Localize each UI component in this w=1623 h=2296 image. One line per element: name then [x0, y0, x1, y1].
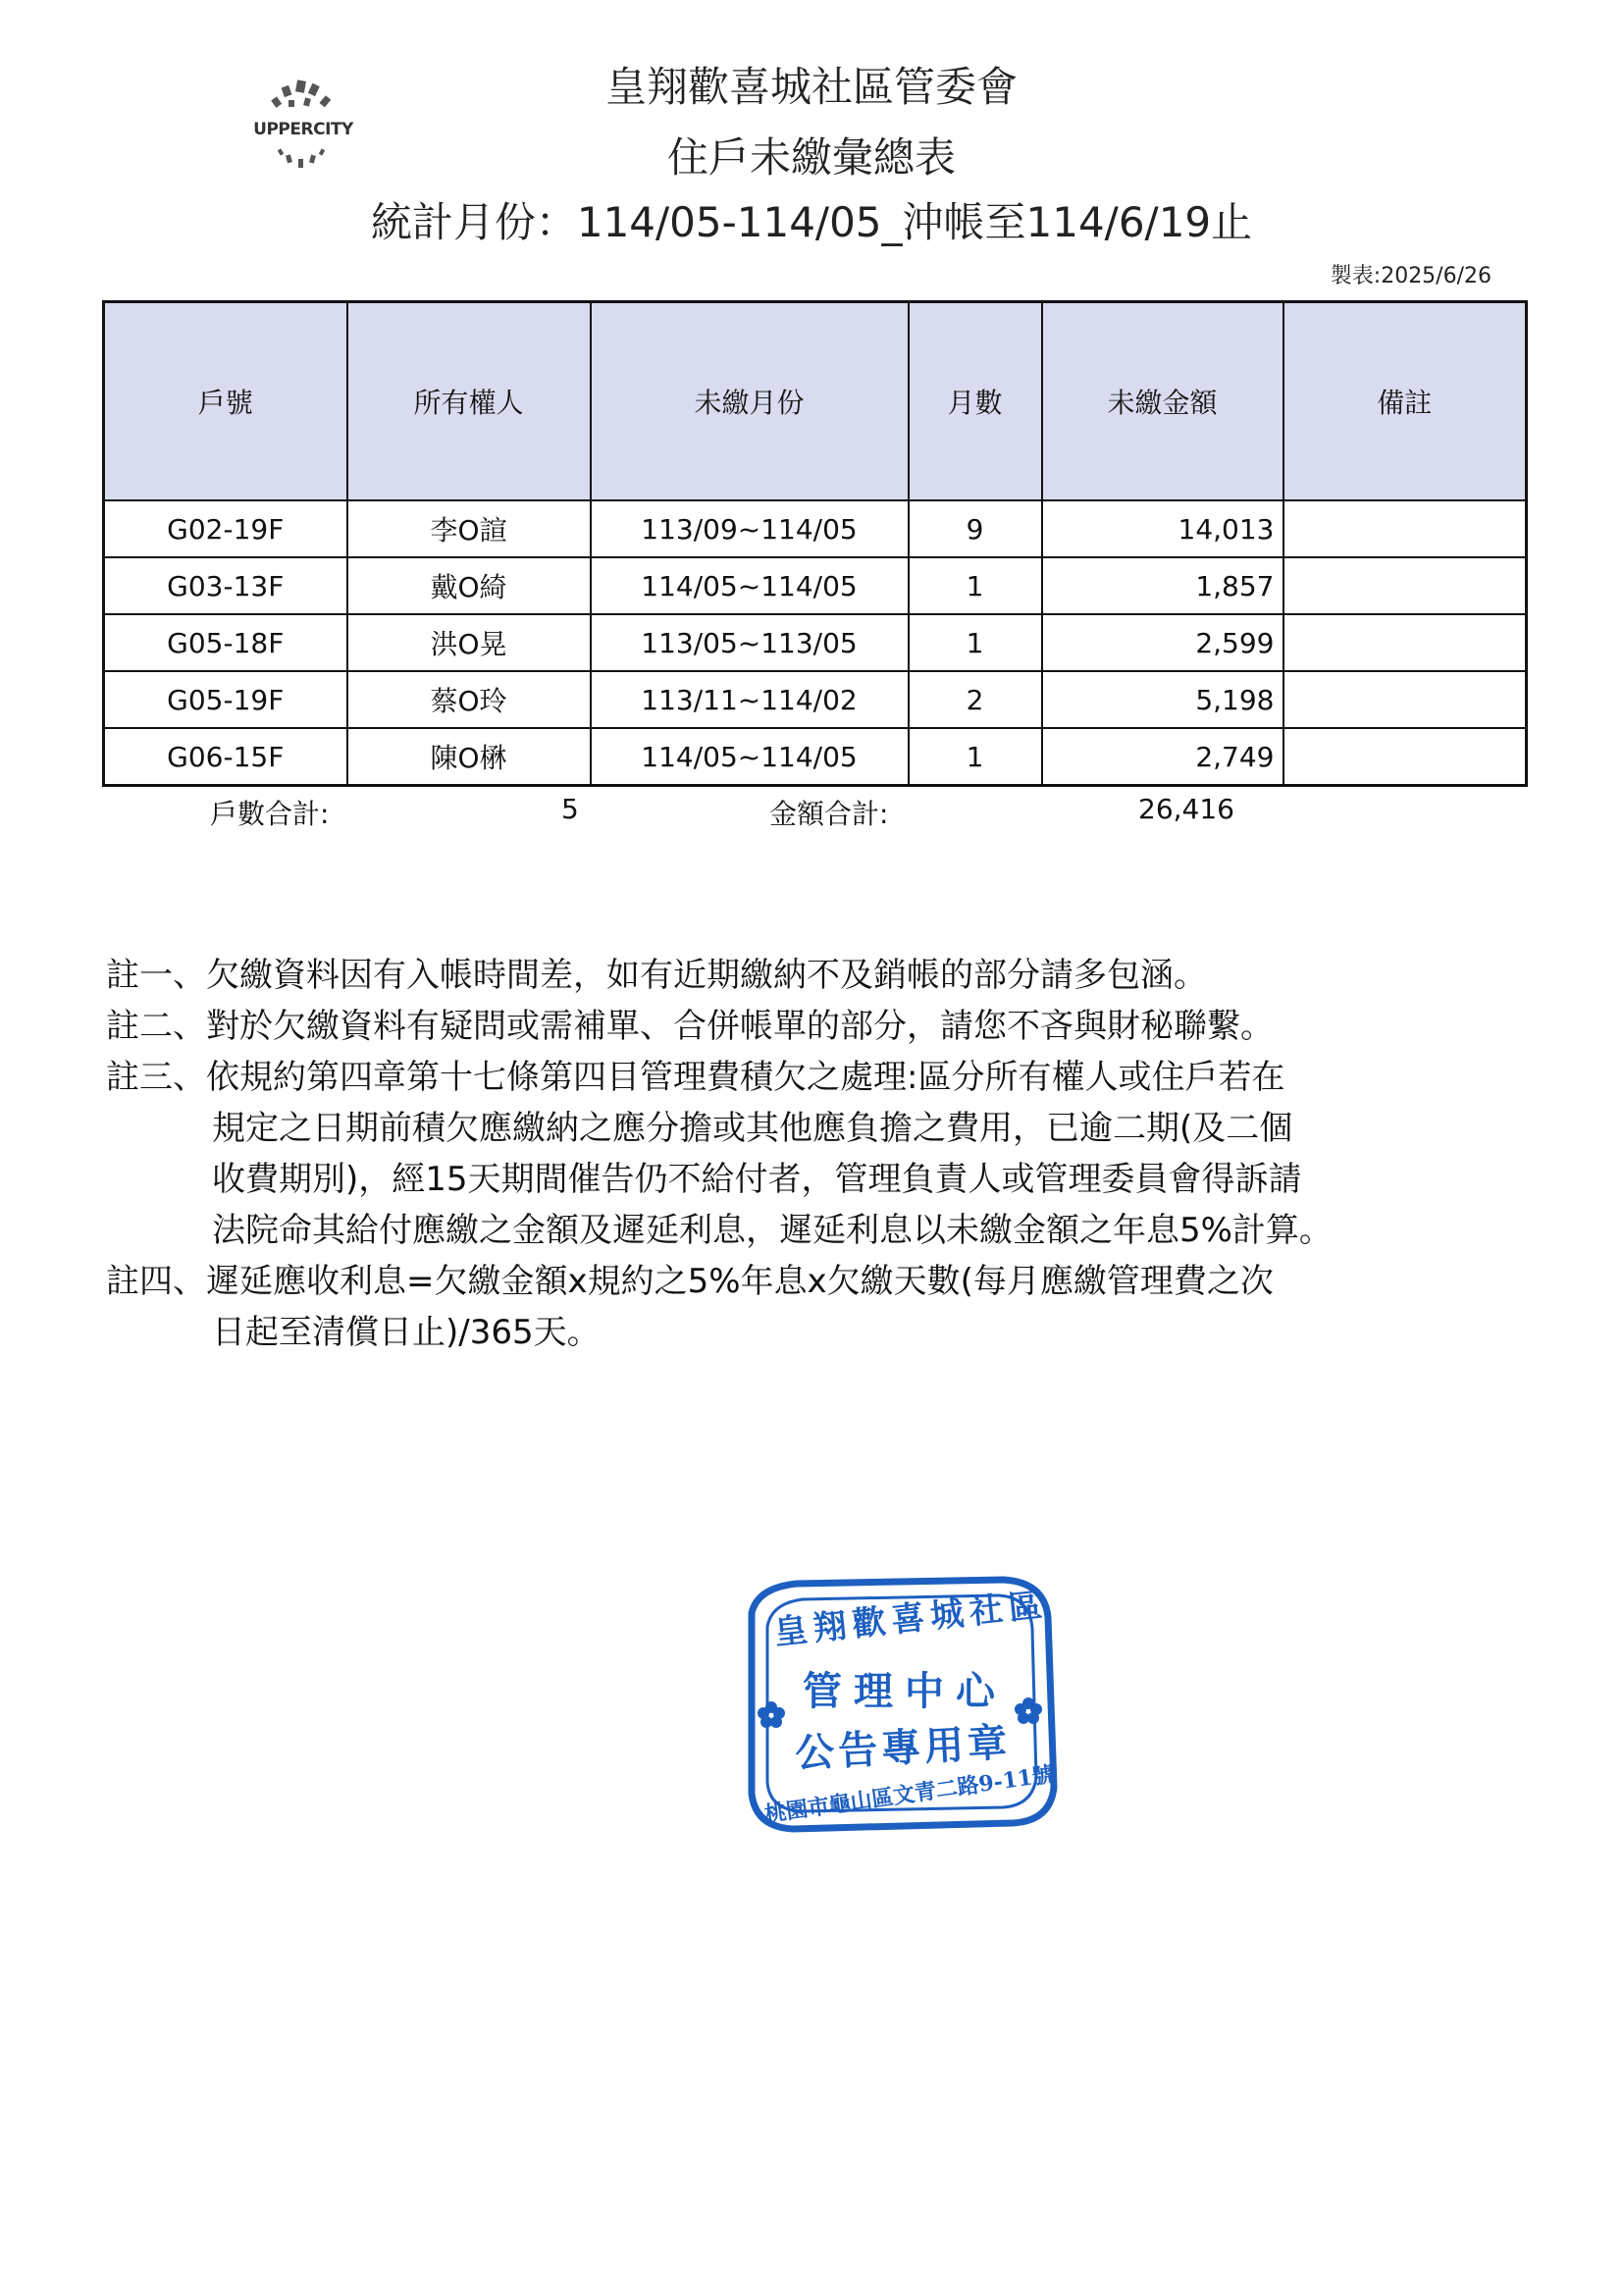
table-row [104, 500, 1527, 557]
amount-total-value: 26,416 [1138, 793, 1234, 825]
stamp-line-4: 桃園市龜山區文青二路9-11號 [762, 1761, 1056, 1828]
cell-owner: 洪O晃 [347, 614, 591, 671]
cell-amount: 1,857 [1042, 557, 1283, 614]
stamp-line-1: 皇翔歡喜城社區 [772, 1585, 1050, 1653]
cell-period: 113/11~114/02 [591, 671, 909, 728]
note-1: 註一、欠繳資料因有入帳時間差，如有近期繳納不及銷帳的部分請多包涵。 [106, 956, 1207, 995]
note-4-line-2: 日起至清償日止)/365天。 [212, 1313, 601, 1352]
page-title: 皇翔歡喜城社區管委會 [604, 63, 1018, 111]
households-total-value: 5 [561, 793, 579, 825]
households-total-label: 戶數合計: [210, 798, 330, 830]
stamp-line-2: 管理中心 [803, 1668, 1007, 1714]
header-unit: 戶號 [104, 302, 347, 501]
cell-months: 9 [909, 500, 1042, 557]
official-stamp [738, 1570, 1062, 1835]
cell-period: 114/05~114/05 [591, 557, 909, 614]
note-3-line-2: 規定之日期前積欠應繳納之應分擔或其他應負擔之費用，已逾二期(及二個 [212, 1109, 1293, 1148]
header-amount: 未繳金額 [1042, 302, 1283, 501]
cell-owner: 戴O綺 [347, 557, 591, 614]
header-note: 備註 [1283, 302, 1527, 501]
cell-note [1283, 614, 1527, 671]
cell-note [1283, 500, 1527, 557]
cell-months: 2 [909, 671, 1042, 728]
header-owner: 所有權人 [347, 302, 591, 501]
logo-text: UPPERCITY [253, 120, 353, 139]
cell-amount: 2,749 [1042, 728, 1283, 786]
note-3-line-3: 收費期別)，經15天期間催告仍不給付者，管理負責人或管理委員會得訴請 [212, 1160, 1302, 1199]
cell-unit: G05-18F [104, 614, 347, 671]
cell-period: 113/09~114/05 [591, 500, 909, 557]
header-period: 未繳月份 [591, 302, 909, 501]
cell-owner: 陳O楙 [347, 728, 591, 786]
notes-section [106, 950, 1539, 1358]
table-row [104, 614, 1527, 671]
cell-unit: G06-15F [104, 728, 347, 786]
cell-months: 1 [909, 557, 1042, 614]
cell-amount: 5,198 [1042, 671, 1283, 728]
cell-unit: G05-19F [104, 671, 347, 728]
note-3-line-1: 註三、依規約第四章第十七條第四目管理費積欠之處理:區分所有權人或住戶若在 [106, 1058, 1285, 1097]
cell-note [1283, 728, 1527, 786]
cell-amount: 2,599 [1042, 614, 1283, 671]
plum-blossom-icon [1015, 1697, 1042, 1724]
note-2: 註二、對於欠繳資料有疑問或需補單、合併帳單的部分，請您不吝與財秘聯繫。 [106, 1007, 1274, 1046]
cell-unit: G03-13F [104, 557, 347, 614]
cell-amount: 14,013 [1042, 500, 1283, 557]
cell-owner: 蔡O玲 [347, 671, 591, 728]
made-date: 製表:2025/6/26 [1330, 264, 1492, 288]
table-row [104, 671, 1527, 728]
statistics-period: 統計月份：114/05-114/05_沖帳至114/6/19止 [370, 198, 1253, 246]
cell-period: 113/05~113/05 [591, 614, 909, 671]
header-months: 月數 [909, 302, 1042, 501]
cell-note [1283, 671, 1527, 728]
cell-months: 1 [909, 728, 1042, 786]
table-row [104, 728, 1527, 786]
table-header-row [104, 302, 1527, 501]
note-3-line-4: 法院命其給付應繳之金額及遲延利息，遲延利息以未繳金額之年息5%計算。 [212, 1211, 1333, 1250]
amount-total-label: 金額合計: [769, 798, 889, 830]
cell-owner: 李O諠 [347, 500, 591, 557]
table-row [104, 557, 1527, 614]
cell-period: 114/05~114/05 [591, 728, 909, 786]
arrears-table [102, 300, 1528, 787]
page-subtitle: 住戶未繳彙總表 [666, 133, 956, 182]
cell-months: 1 [909, 614, 1042, 671]
plum-blossom-icon [758, 1701, 785, 1728]
cell-unit: G02-19F [104, 500, 347, 557]
stamp-line-3: 公告專用章 [794, 1719, 1013, 1777]
note-4-line-1: 註四、遲延應收利息=欠繳金額x規約之5%年息x欠繳天數(每月應繳管理費之次 [106, 1262, 1274, 1301]
cell-note [1283, 557, 1527, 614]
